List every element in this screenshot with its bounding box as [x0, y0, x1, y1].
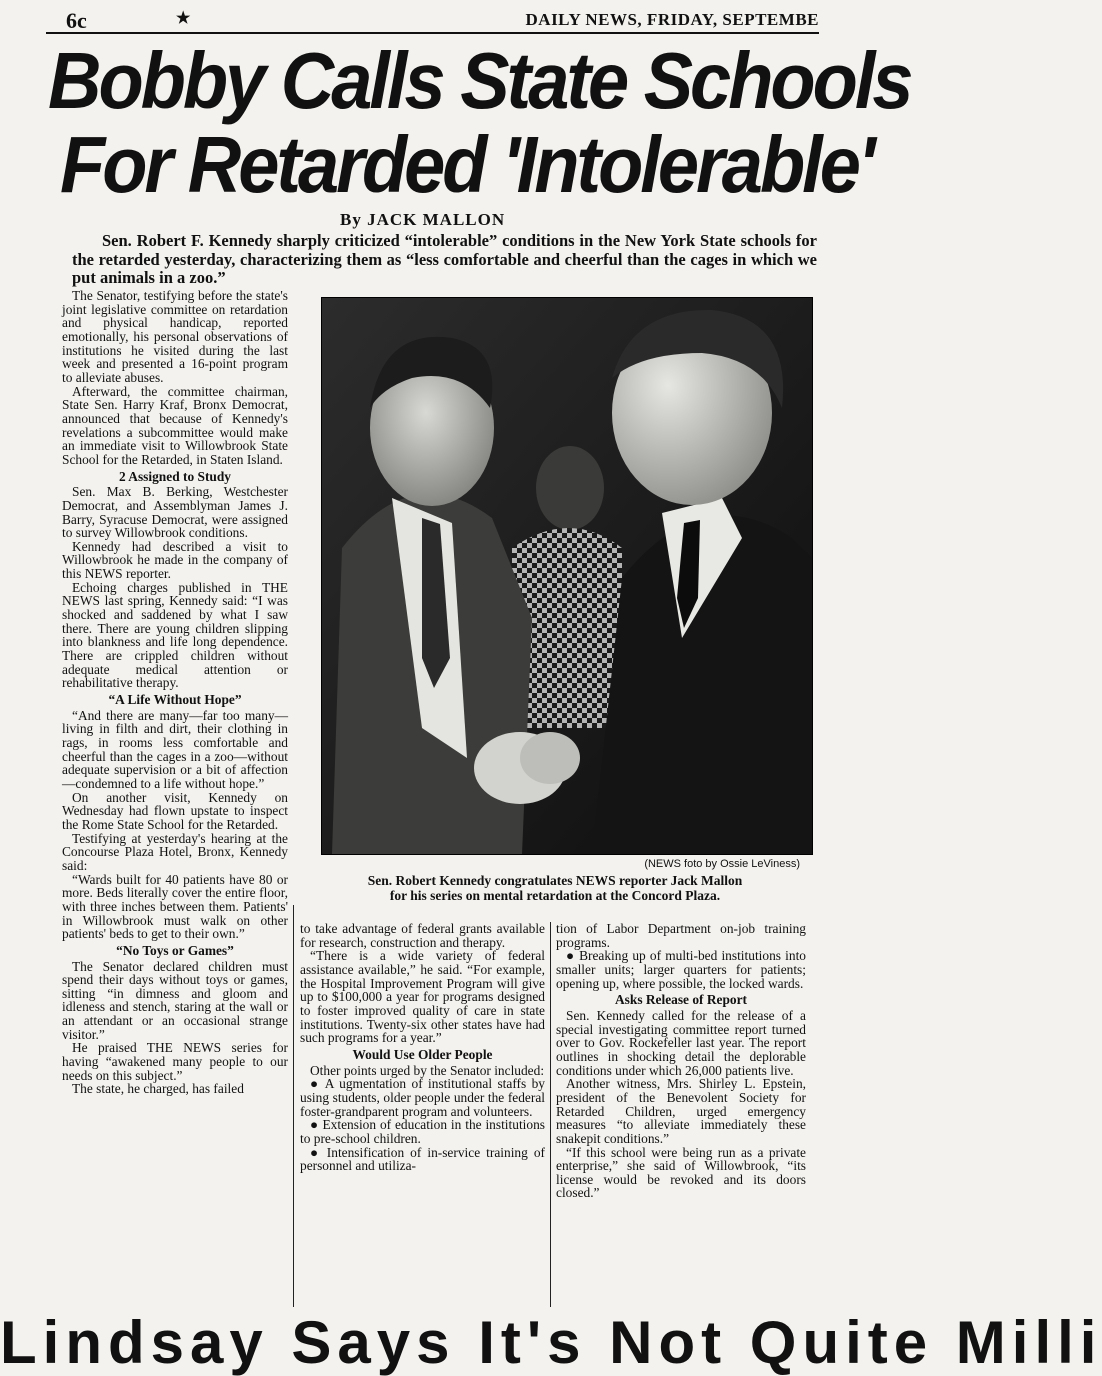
photo-illustration	[322, 298, 812, 854]
paragraph: Another witness, Mrs. Shirley L. Epstein, president of the Benevolent Society for Retarded Children, urged emergency measures “to alleviate immediately these snakepit conditions.”	[556, 1076, 806, 1146]
paragraph: Kennedy had described a visit to Willowbrook he made in the company of this NEWS reporter.	[62, 538, 288, 582]
paragraph: On another visit, Kennedy on Wednesday had flown upstate to inspect the Rome State School for the Retarded.	[62, 789, 288, 832]
paragraph: ● Extension of education in the institutions to pre-school children.	[300, 1117, 545, 1146]
caption-line: for his series on mental retardation at the Concord Plaza.	[389, 888, 721, 903]
paragraph: Echoing charges published in THE NEWS last spring, Kennedy said: “I was shocked and saddened by what I saw there. There are young children slipping into blankness and life long dependence. There are crippled children without adequate medical attention or rehabilitative therapy.	[62, 579, 288, 691]
paragraph: The Senator declared children must spend their days without toys or games, sitting “in dimness and gloom and idleness and stench, staring at the wall or an attendant or an occasional strange visitor.”	[62, 958, 288, 1042]
page-number: 6c	[66, 8, 87, 33]
article-column-1	[62, 289, 288, 1096]
paragraph: “If this school were being run as a private enterprise,” she said of Willowbrook, “its license would be revoked and its doors closed.”	[556, 1144, 806, 1201]
paragraph: tion of Labor Department on-job training programs.	[556, 921, 806, 950]
dateline: DAILY NEWS, FRIDAY, SEPTEMBE	[525, 10, 819, 29]
paragraph: He praised THE NEWS series for having “awakened many people to our needs on this subject.”	[62, 1040, 288, 1083]
headline-line-1: Bobby Calls State Schools	[48, 35, 911, 126]
column-divider	[550, 922, 551, 1307]
paragraph: ● Breaking up of multi-bed institutions into smaller units; larger quarters for patients; opening up, where possible, the locked wards.	[556, 948, 806, 991]
subhead: Asks Release of Report	[614, 992, 748, 1008]
masthead	[46, 6, 819, 34]
headline-line-2: For Retarded 'Intolerable'	[60, 119, 873, 210]
lede-paragraph	[72, 232, 817, 288]
next-headline-fragment: Lindsay Says It's Not Quite Milli	[0, 1309, 1102, 1376]
paragraph: ● A ugmentation of institutional staffs by using students, older people under the federal foster-grandparent program and volunteers.	[300, 1076, 545, 1119]
paragraph: The state, he charged, has failed	[72, 1081, 244, 1097]
paragraph: The Senator, testifying before the state's joint legislative committee on retardation and physical handicap, reported emotionally, his personal observations of institutions he visited during the last week and presented a 16-point program to alleviate abuses.	[62, 288, 288, 385]
star-icon: ★	[176, 10, 191, 27]
paragraph: Sen. Max B. Berking, Westchester Democrat, and Assemblyman James J. Barry, Syracuse Democrat, were assigned to survey Willowbrook conditions.	[62, 484, 288, 541]
subhead: Would Use Older People	[352, 1046, 493, 1062]
paragraph: ● Intensification of in-service training of personnel and utiliza-	[300, 1144, 545, 1174]
photo-credit: (NEWS foto by Ossie LeViness)	[644, 858, 800, 870]
paragraph: “There is a wide variety of federal assistance available,” he said. “For example, the Hospital Improvement Program will give up to $100,000 a year for programs designed to foster improved quality of care in state institutions. Twenty-six other states have had such programs for a year.”	[300, 948, 545, 1046]
paragraph: Testifying at yesterday's hearing at the Concourse Plaza Hotel, Bronx, Kennedy said:	[62, 830, 288, 873]
paragraph: “And there are many—far too many—living in filth and dirt, their clothing in rags, in rooms less comfortable and cheerful than the cages in a zoo—without adequate supervision or a bit of affection—condemned to a life without hope.”	[62, 707, 288, 791]
paragraph: Other points urged by the Senator included:	[310, 1062, 545, 1078]
article-column-2	[300, 922, 545, 1173]
paragraph: “Wards built for 40 patients have 80 or more. Beds literally cover the entire floor, with three inches between them. Patients' in Willowbrook must walk on other patients' beds to get to their own.”	[62, 871, 288, 942]
paragraph: Afterward, the committee chairman, State Sen. Harry Kraf, Bronx Democrat, announced that because of Kennedy's revelations a subcommittee would make an immediate visit to Willowbrook State School for the Retarded, in Staten Island.	[62, 383, 288, 467]
subhead: 2 Assigned to Study	[119, 468, 231, 484]
subhead: “No Toys or Games”	[116, 942, 234, 958]
lede-text: Sen. Robert F. Kennedy sharply criticized “intolerable” conditions in the New York State schools for the retarded yesterday, characterizing them as “less comfortable and cheerful than the cages in which we put animals in a zoo.”	[72, 231, 817, 287]
byline: By JACK MALLON	[340, 210, 506, 229]
column-divider	[293, 905, 294, 1307]
photo-caption	[300, 873, 810, 903]
article-column-3	[556, 922, 806, 1200]
caption-line: Sen. Robert Kennedy congratulates NEWS reporter Jack Mallon	[367, 873, 743, 888]
next-article-band	[0, 1309, 1102, 1376]
paragraph: to take advantage of federal grants available for research, construction and therapy.	[300, 921, 545, 950]
paragraph: Sen. Kennedy called for the release of a special investigating committee report turned over to Gov. Rockefeller last year. The report outlines in shocking detail the deplorable conditions under which 26,000 patients live.	[556, 1007, 806, 1078]
subhead: “A Life Without Hope”	[108, 692, 242, 708]
news-photo	[321, 297, 813, 855]
